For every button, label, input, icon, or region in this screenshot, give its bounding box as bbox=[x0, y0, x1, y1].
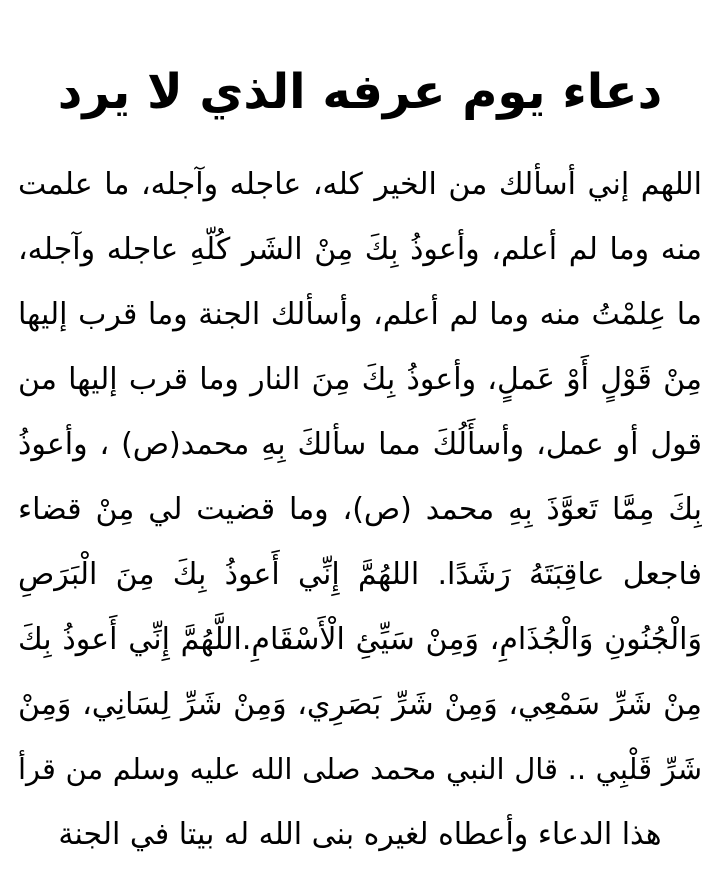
text-line: بِكَ مِمَّا تَعوَّذَ بِهِ محمد (ص)، وما قضيت لي مِنْ قضاء bbox=[18, 492, 702, 527]
text-line: مِنْ شَرِّ سَمْعِي، وَمِنْ شَرِّ بَصَرِي، وَمِنْ شَرِّ لِسَانِي، وَمِنْ bbox=[18, 687, 702, 722]
text-line: هذا الدعاء وأعطاه لغيره بنى الله له بيتا في الجنة bbox=[58, 817, 662, 852]
text-line: وَالْجُنُونِ وَالْجُذَامِ، وَمِنْ سَيِّئِ الْأَسْقَامِ.اللَّهُمَّ إِنِّي أَعوذُ بِكَ bbox=[18, 622, 702, 657]
page-title: دعاء يوم عرفه الذي لا يرد bbox=[57, 64, 663, 120]
text-line: مِنْ قَوْلٍ أَوْ عَملٍ، وأعوذُ بِكَ مِنَ النار وما قرب إليها من bbox=[18, 362, 702, 397]
text-line: منه وما لم أعلم، وأعوذُ بِكَ مِنْ الشَر كُلّهِ عاجله وآجله، bbox=[18, 232, 702, 267]
text-line: فاجعل عاقِبَتَهُ رَشَدًا. اللهُمَّ إِنِّي أَعوذُ بِكَ مِنَ الْبَرَصِ bbox=[18, 557, 702, 592]
text-line: قول أو عمل، وأسأَلُكَ مما سألكَ بِهِ محمد(ص) ، وأعوذُ bbox=[18, 427, 702, 462]
text-line: ما عِلمْتُ منه وما لم أعلم، وأسألك الجنة وما قرب إليها bbox=[18, 297, 702, 332]
text-line: شَرِّ قَلْبِي .. قال النبي محمد صلى الله عليه وسلم من قرأ bbox=[18, 752, 702, 786]
text-line: اللهم إني أسألك من الخير كله، عاجله وآجله، ما علمت bbox=[18, 167, 702, 202]
prayer-text bbox=[18, 152, 702, 867]
